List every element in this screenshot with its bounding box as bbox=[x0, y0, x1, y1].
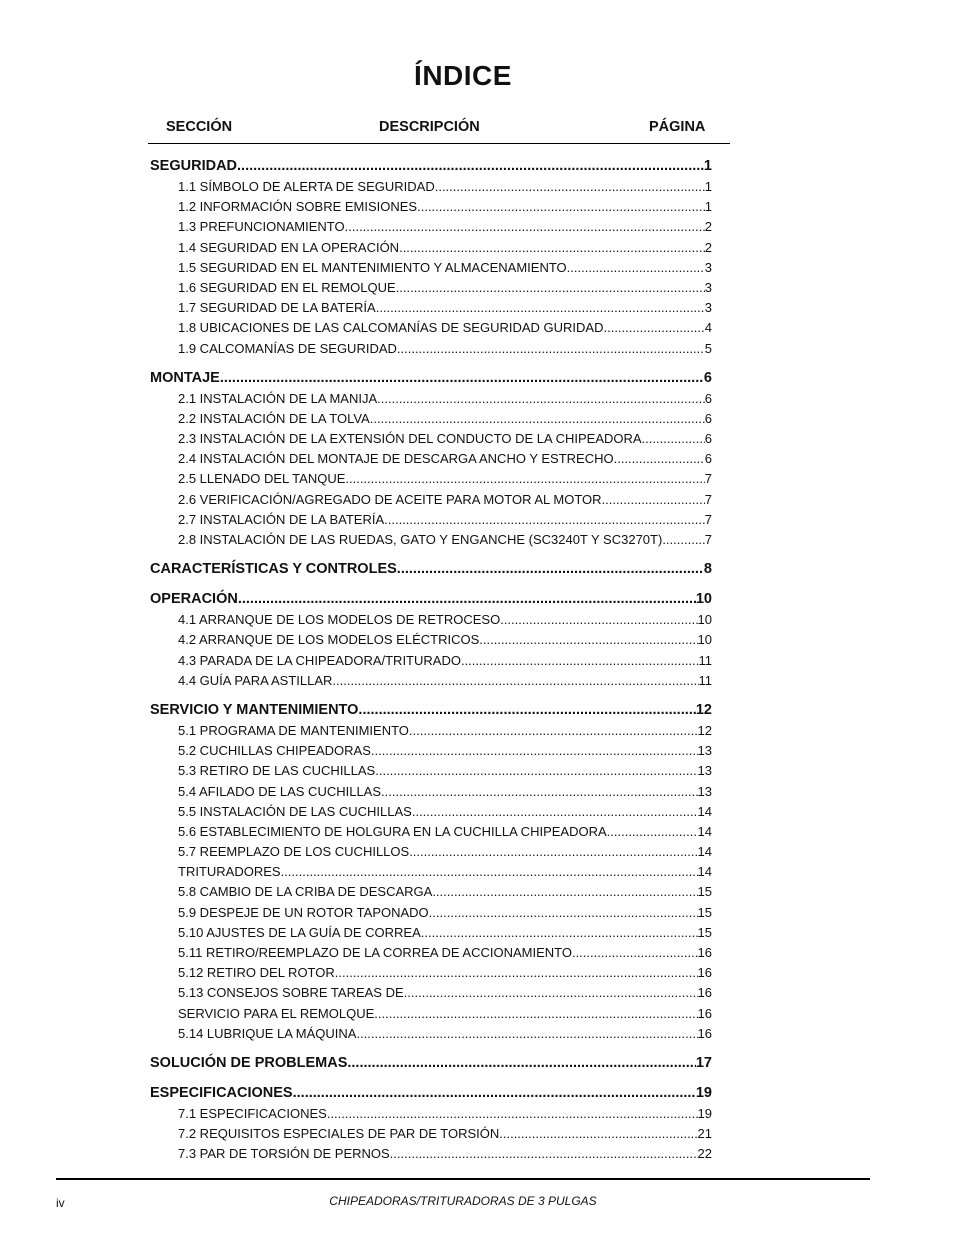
toc-leader-dots bbox=[377, 389, 705, 409]
toc-subsection-page: 11 bbox=[698, 652, 712, 668]
toc-leader-dots bbox=[399, 238, 705, 258]
toc-section-entry[interactable] bbox=[150, 1083, 712, 1104]
toc-subsection-entry[interactable] bbox=[150, 429, 712, 449]
toc-section-page: 1 bbox=[703, 158, 712, 174]
toc-leader-dots bbox=[412, 802, 698, 822]
toc-subsection-page: 5 bbox=[704, 340, 712, 356]
toc-subsection-page: 7 bbox=[704, 491, 712, 507]
toc-subsection-entry[interactable] bbox=[150, 339, 712, 359]
toc-subsection-label: 5.1 PROGRAMA DE MANTENIMIENTO bbox=[178, 722, 409, 738]
toc-subsection-entry[interactable] bbox=[150, 1144, 712, 1164]
toc-leader-dots bbox=[396, 278, 705, 298]
toc-subsection-entry[interactable] bbox=[150, 1124, 712, 1144]
toc-leader-dots bbox=[332, 671, 698, 691]
toc-section-page: 17 bbox=[695, 1054, 712, 1071]
toc-subsection-label: 5.5 INSTALACIÓN DE LAS CUCHILLAS bbox=[178, 803, 412, 819]
toc-subsection-page: 21 bbox=[697, 1126, 712, 1142]
toc-subsection-page: 11 bbox=[698, 672, 712, 688]
toc-section-label: ESPECIFICACIONES bbox=[150, 1084, 293, 1101]
toc-subsection-page: 19 bbox=[697, 1105, 712, 1121]
toc-section-label: SERVICIO Y MANTENIMIENTO bbox=[150, 701, 359, 718]
toc-leader-dots bbox=[429, 903, 698, 923]
toc-subsection-entry[interactable] bbox=[150, 1024, 712, 1044]
toc-subsection-entry[interactable] bbox=[150, 822, 712, 842]
footer-title: CHIPEADORAS/TRITURADORAS DE 3 PULGAS bbox=[329, 1194, 597, 1208]
toc-leader-dots bbox=[376, 298, 705, 318]
toc-subsection-label: 5.14 LUBRIQUE LA MÁQUINA bbox=[178, 1025, 357, 1041]
toc-subsection-label: 2.6 VERIFICACIÓN/AGREGADO DE ACEITE PARA MOTOR AL MOTOR bbox=[178, 491, 602, 507]
toc-subsection-label: 5.6 ESTABLECIMIENTO DE HOLGURA EN LA CUCHILLA CHIPEADORA bbox=[178, 823, 607, 839]
toc-subsection-page: 22 bbox=[697, 1146, 712, 1162]
toc-leader-dots bbox=[500, 610, 697, 630]
toc-leader-dots bbox=[567, 258, 705, 278]
toc-section-entry[interactable] bbox=[150, 559, 712, 580]
toc-subsection-label: 1.6 SEGURIDAD EN EL REMOLQUE bbox=[178, 279, 396, 295]
toc-leader-dots bbox=[404, 983, 698, 1003]
toc-leader-dots bbox=[662, 530, 704, 550]
toc-leader-dots bbox=[572, 943, 698, 963]
toc-subsection-page: 15 bbox=[697, 884, 712, 900]
toc-subsection-label: 5.11 RETIRO/REEMPLAZO DE LA CORREA DE ACCIONAMIENTO bbox=[178, 945, 572, 960]
toc-subsection-entry[interactable] bbox=[150, 238, 712, 258]
toc-subsection-page: 3 bbox=[704, 259, 712, 275]
toc-subsection-page: 10 bbox=[697, 632, 712, 648]
toc-subsection-entry[interactable] bbox=[150, 671, 712, 691]
toc-leader-dots bbox=[375, 761, 697, 781]
toc-subsection-page: 16 bbox=[697, 1005, 712, 1021]
toc-subsection-page: 6 bbox=[704, 390, 712, 406]
toc-leader-dots bbox=[370, 409, 705, 429]
toc-leader-dots bbox=[614, 449, 705, 469]
toc-leader-dots bbox=[397, 339, 705, 359]
toc-subsection-label: 2.7 INSTALACIÓN DE LA BATERÍA bbox=[178, 511, 385, 527]
toc-section-label: OPERACIÓN bbox=[150, 591, 238, 608]
toc-subsection-entry[interactable] bbox=[150, 298, 712, 318]
toc-leader-dots bbox=[479, 630, 697, 650]
toc-subsection-label: 2.2 INSTALACIÓN DE LA TOLVA bbox=[178, 410, 370, 426]
toc-subsection-page: 13 bbox=[697, 743, 712, 759]
toc-section-page: 10 bbox=[695, 591, 712, 608]
column-header-page: PÁGINA bbox=[649, 119, 706, 135]
toc-leader-dots bbox=[409, 721, 698, 741]
toc-subsection-page: 6 bbox=[704, 410, 712, 426]
toc-subsection-page: 10 bbox=[697, 612, 712, 628]
toc-subsection-label: 2.3 INSTALACIÓN DE LA EXTENSIÓN DEL CONDUCTO DE LA CHIPEADORA bbox=[178, 431, 642, 447]
toc-subsection-label: 5.2 CUCHILLAS CHIPEADORAS bbox=[178, 743, 371, 759]
toc-subsection-entry[interactable] bbox=[150, 409, 712, 429]
toc-subsection-label: 1.8 UBICACIONES DE LAS CALCOMANÍAS DE SEGURIDAD GURIDAD bbox=[178, 320, 604, 336]
toc-leader-dots bbox=[381, 782, 698, 802]
toc-subsection-label: 2.4 INSTALACIÓN DEL MONTAJE DE DESCARGA ANCHO Y ESTRECHO bbox=[178, 451, 614, 467]
toc-subsection-page: 16 bbox=[697, 945, 712, 960]
toc-section-page: 12 bbox=[695, 701, 712, 718]
toc-subsection-entry[interactable] bbox=[150, 802, 712, 822]
toc-subsection-entry[interactable] bbox=[150, 782, 712, 802]
toc-subsection-entry[interactable] bbox=[150, 318, 712, 338]
toc-leader-dots bbox=[390, 1144, 698, 1164]
toc-subsection-entry[interactable] bbox=[150, 862, 712, 882]
toc-section-page: 19 bbox=[695, 1084, 712, 1101]
toc-subsection-label: 7.1 ESPECIFICACIONES bbox=[178, 1105, 327, 1121]
toc-subsection-label: 5.9 DESPEJE DE UN ROTOR TAPONADO bbox=[178, 904, 429, 920]
toc-subsection-label: 1.5 SEGURIDAD EN EL MANTENIMIENTO Y ALMACENAMIENTO bbox=[178, 259, 567, 275]
toc-subsection-page: 13 bbox=[697, 763, 712, 779]
toc-subsection-entry[interactable] bbox=[150, 630, 712, 650]
toc-leader-dots bbox=[281, 862, 698, 882]
toc-subsection-label: 5.4 AFILADO DE LAS CUCHILLAS bbox=[178, 783, 382, 799]
footer-page-number: iv bbox=[56, 1196, 65, 1210]
toc-leader-dots bbox=[371, 741, 698, 761]
toc-subsection-entry[interactable] bbox=[150, 903, 712, 923]
toc-subsection-entry[interactable] bbox=[150, 983, 712, 1003]
toc-section-label: SEGURIDAD bbox=[150, 158, 238, 174]
toc-subsection-page: 16 bbox=[697, 985, 712, 1001]
toc-section-entry[interactable] bbox=[150, 700, 712, 721]
column-header-section: SECCIÓN bbox=[166, 119, 233, 135]
toc-subsection-label: 2.5 LLENADO DEL TANQUE bbox=[178, 471, 346, 487]
table-of-contents bbox=[150, 156, 712, 1165]
toc-subsection-page: 6 bbox=[704, 431, 712, 447]
toc-subsection-entry[interactable] bbox=[150, 389, 712, 409]
toc-subsection-page: 4 bbox=[704, 320, 712, 336]
toc-section-entry[interactable] bbox=[150, 1053, 712, 1074]
toc-subsection-page: 3 bbox=[704, 300, 712, 316]
toc-subsection-label: 1.7 SEGURIDAD DE LA BATERÍA bbox=[178, 300, 376, 316]
toc-section-page: 6 bbox=[703, 369, 712, 386]
toc-leader-dots bbox=[603, 318, 704, 338]
toc-leader-dots bbox=[397, 559, 704, 580]
toc-section-entry[interactable] bbox=[150, 589, 712, 610]
toc-subsection-page: 2 bbox=[704, 219, 712, 235]
toc-leader-dots bbox=[384, 510, 705, 530]
toc-section-entry[interactable] bbox=[150, 368, 712, 389]
toc-subsection-page: 14 bbox=[697, 844, 712, 860]
toc-subsection-page: 14 bbox=[697, 823, 712, 839]
toc-subsection-page: 14 bbox=[697, 803, 712, 819]
toc-subsection-page: 7 bbox=[704, 532, 712, 547]
column-header-description: DESCRIPCIÓN bbox=[379, 119, 480, 135]
toc-subsection-label: 5.3 RETIRO DE LAS CUCHILLAS bbox=[178, 763, 376, 779]
toc-subsection-entry[interactable] bbox=[150, 490, 712, 510]
toc-subsection-label: 2.8 INSTALACIÓN DE LAS RUEDAS, GATO Y ENGANCHE (SC3240T Y SC3270T) bbox=[178, 532, 663, 547]
toc-section-label: SOLUCIÓN DE PROBLEMAS bbox=[150, 1054, 348, 1071]
toc-subsection-label: 5.13 CONSEJOS SOBRE TAREAS DE bbox=[178, 985, 404, 1001]
toc-subsection-entry[interactable] bbox=[150, 721, 712, 741]
toc-subsection-page: 13 bbox=[697, 783, 712, 799]
toc-subsection-page: 3 bbox=[704, 279, 712, 295]
toc-subsection-label: 5.12 RETIRO DEL ROTOR bbox=[178, 965, 335, 981]
toc-leader-dots bbox=[335, 963, 698, 983]
footer-divider bbox=[56, 1178, 870, 1180]
toc-subsection-entry[interactable] bbox=[150, 842, 712, 862]
toc-subsection-page: 6 bbox=[704, 451, 712, 467]
toc-leader-dots bbox=[417, 197, 705, 217]
toc-leader-dots bbox=[421, 923, 698, 943]
toc-subsection-entry[interactable] bbox=[150, 761, 712, 781]
toc-subsection-page: 7 bbox=[704, 511, 712, 527]
toc-subsection-page: 12 bbox=[697, 722, 712, 738]
toc-subsection-label: 5.10 AJUSTES DE LA GUÍA DE CORREA bbox=[178, 924, 421, 940]
toc-subsection-page: 15 bbox=[697, 924, 712, 940]
toc-subsection-label: 4.4 GUÍA PARA ASTILLAR bbox=[178, 672, 333, 688]
toc-subsection-entry[interactable] bbox=[150, 449, 712, 469]
toc-leader-dots bbox=[293, 1083, 696, 1104]
toc-leader-dots bbox=[347, 1053, 695, 1074]
toc-leader-dots bbox=[607, 822, 698, 842]
toc-leader-dots bbox=[345, 469, 704, 489]
toc-subsection-label: 1.9 CALCOMANÍAS DE SEGURIDAD bbox=[178, 340, 397, 356]
toc-subsection-label: 4.1 ARRANQUE DE LOS MODELOS DE RETROCESO bbox=[178, 612, 501, 628]
toc-leader-dots bbox=[327, 1104, 698, 1124]
toc-subsection-entry[interactable] bbox=[150, 217, 712, 237]
toc-subsection-entry[interactable] bbox=[150, 963, 712, 983]
toc-subsection-label: 7.2 REQUISITOS ESPECIALES DE PAR DE TORSIÓN bbox=[178, 1126, 500, 1142]
toc-subsection-page: 16 bbox=[697, 1025, 712, 1041]
toc-subsection-entry[interactable] bbox=[150, 510, 712, 530]
toc-leader-dots bbox=[374, 1004, 697, 1024]
toc-subsection-page: 1 bbox=[704, 199, 712, 215]
toc-subsection-entry[interactable] bbox=[150, 1004, 712, 1024]
toc-leader-dots bbox=[220, 368, 704, 389]
toc-subsection-entry[interactable] bbox=[150, 469, 712, 489]
toc-leader-dots bbox=[409, 842, 697, 862]
toc-subsection-label: 4.2 ARRANQUE DE LOS MODELOS ELÉCTRICOS bbox=[178, 632, 480, 648]
page-title: ÍNDICE bbox=[414, 60, 512, 91]
toc-subsection-label: 5.8 CAMBIO DE LA CRIBA DE DESCARGA bbox=[178, 884, 433, 900]
toc-subsection-entry[interactable] bbox=[150, 741, 712, 761]
toc-subsection-entry[interactable] bbox=[150, 651, 712, 671]
toc-subsection-entry[interactable] bbox=[150, 177, 712, 197]
toc-section-label: CARACTERÍSTICAS Y CONTROLES bbox=[150, 561, 397, 578]
toc-subsection-label: SERVICIO PARA EL REMOLQUE bbox=[178, 1005, 375, 1021]
toc-subsection-label: 1.2 INFORMACIÓN SOBRE EMISIONES bbox=[178, 199, 418, 215]
toc-subsection-label: 1.4 SEGURIDAD EN LA OPERACIÓN bbox=[178, 239, 400, 255]
toc-subsection-label: 1.3 PREFUNCIONAMIENTO bbox=[178, 219, 345, 235]
toc-leader-dots bbox=[642, 429, 705, 449]
toc-leader-dots bbox=[356, 1024, 697, 1044]
toc-subsection-label: 7.3 PAR DE TORSIÓN DE PERNOS bbox=[178, 1146, 390, 1162]
toc-subsection-entry[interactable] bbox=[150, 197, 712, 217]
toc-section-page: 8 bbox=[703, 561, 712, 578]
toc-leader-dots bbox=[238, 589, 696, 610]
toc-leader-dots bbox=[345, 217, 705, 237]
toc-leader-dots bbox=[461, 651, 699, 671]
toc-leader-dots bbox=[237, 156, 704, 177]
toc-subsection-label: 5.7 REEMPLAZO DE LOS CUCHILLOS bbox=[178, 844, 410, 860]
toc-subsection-entry[interactable] bbox=[150, 943, 712, 963]
toc-subsection-label: 1.1 SÍMBOLO DE ALERTA DE SEGURIDAD bbox=[178, 179, 435, 194]
toc-subsection-page: 16 bbox=[697, 965, 712, 981]
toc-subsection-entry[interactable] bbox=[150, 610, 712, 630]
toc-section-entry[interactable] bbox=[150, 156, 712, 177]
toc-subsection-label: 4.3 PARADA DE LA CHIPEADORA/TRITURADO bbox=[178, 652, 461, 668]
toc-leader-dots bbox=[435, 177, 705, 197]
toc-leader-dots bbox=[602, 490, 705, 510]
toc-leader-dots bbox=[432, 882, 697, 902]
toc-subsection-page: 1 bbox=[704, 179, 712, 194]
toc-subsection-entry[interactable] bbox=[150, 1104, 712, 1124]
toc-subsection-entry[interactable] bbox=[150, 923, 712, 943]
toc-leader-dots bbox=[358, 700, 695, 721]
toc-subsection-label: 2.1 INSTALACIÓN DE LA MANIJA bbox=[178, 390, 378, 406]
toc-subsection-entry[interactable] bbox=[150, 258, 712, 278]
toc-subsection-page: 2 bbox=[704, 239, 712, 255]
header-divider bbox=[148, 143, 730, 144]
toc-subsection-entry[interactable] bbox=[150, 278, 712, 298]
toc-subsection-entry[interactable] bbox=[150, 530, 712, 550]
toc-subsection-page: 14 bbox=[697, 864, 712, 880]
toc-subsection-entry[interactable] bbox=[150, 882, 712, 902]
toc-leader-dots bbox=[499, 1124, 697, 1144]
toc-section-label: MONTAJE bbox=[150, 369, 220, 386]
toc-subsection-label: TRITURADORES bbox=[178, 864, 281, 880]
toc-subsection-page: 15 bbox=[697, 904, 712, 920]
toc-subsection-page: 7 bbox=[704, 471, 712, 487]
